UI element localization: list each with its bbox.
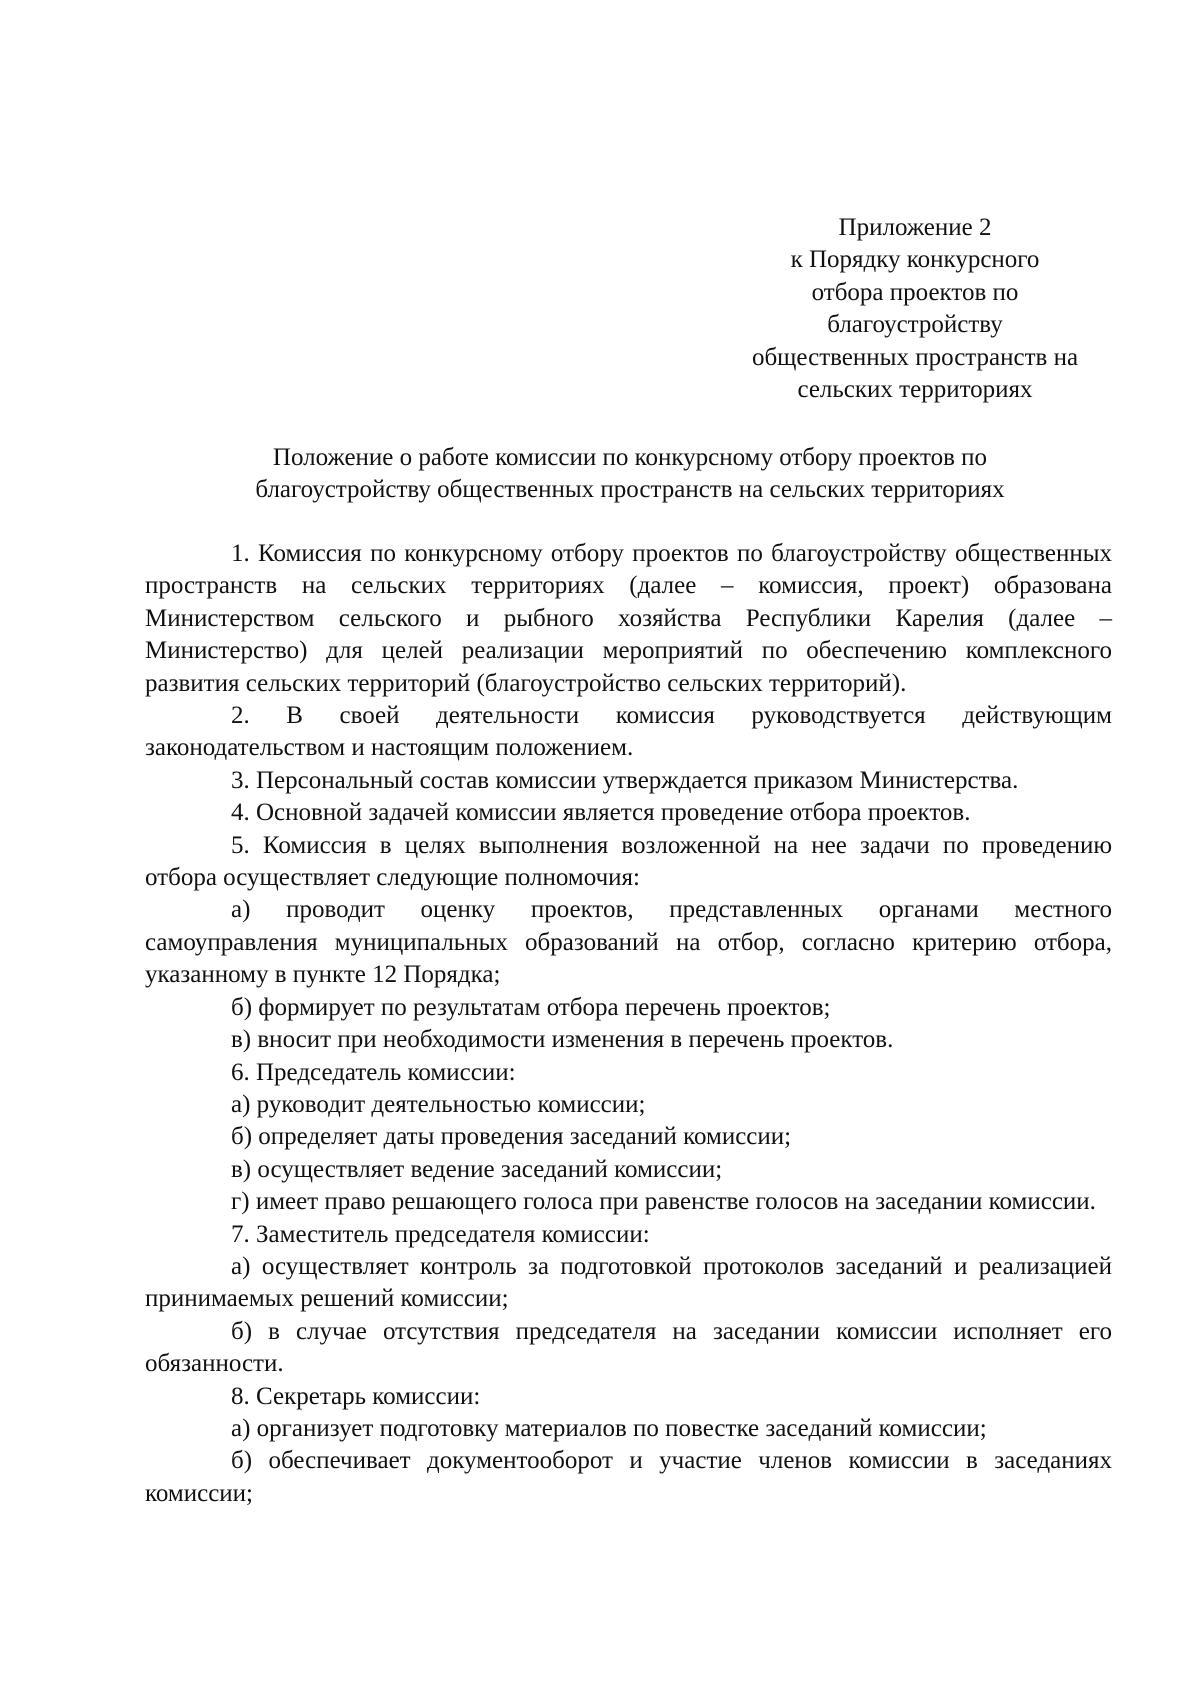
appendix-line: сельских территориях [797,376,1033,404]
paragraph: в) вносит при необходимости изменения в перечень проектов. [231,1026,894,1054]
paragraph: 1. Комиссия по конкурсному отбору проектов по благоустройству общественных пространств на сельских территориях (далее – комиссия, проект) образована Министерством сельского и рыбного хозяйства Республики Карелия (далее – Министерство) для целей реализации мероприятий по обеспечению комплексного развития сельских территорий (благоустройство сельских территорий). [145,540,1112,697]
paragraph: в) осуществляет ведение заседаний комиссии; [231,1155,723,1183]
paragraph: г) имеет право решающего голоса при равенстве голосов на заседании комиссии. [231,1188,1096,1216]
paragraph: а) организует подготовку материалов по повестке заседаний комиссии; [231,1414,987,1442]
paragraph: б) в случае отсутствия председателя на заседании комиссии исполняет его обязанности. [145,1317,1112,1378]
paragraph: а) руководит деятельностью комиссии; [231,1090,646,1118]
appendix-line: к Порядку конкурсного [790,246,1040,274]
paragraph: 2. В своей деятельности комиссия руководствуется действующим законодательством и настоящим положением. [145,702,1112,762]
appendix-line: благоустройству [827,311,1003,339]
appendix-line: отбора проектов по [811,278,1019,306]
title-line: Положение о работе комиссии по конкурсному отбору проектов по [272,444,988,471]
appendix-header [720,212,1110,406]
document-title [150,442,1110,507]
paragraph: 3. Персональный состав комиссии утверждается приказом Министерства. [231,766,1019,794]
appendix-line: общественных пространств на [751,343,1079,371]
paragraph: б) определяет даты проведения заседаний комиссии; [231,1123,792,1151]
paragraph: а) проводит оценку проектов, представленных органами местного самоуправления муниципальных образований на отбор, согласно критерию отбора, указанному в пункте 12 Порядка; [145,896,1112,989]
document-body [145,538,1112,1510]
paragraph: 4. Основной задачей комиссии является проведение отбора проектов. [231,799,971,827]
paragraph: 8. Секретарь комиссии: [231,1382,481,1410]
appendix-line: Приложение 2 [838,214,992,241]
paragraph: б) обеспечивает документооборот и участие членов комиссии в заседаниях комиссии; [145,1447,1112,1507]
paragraph: 5. Комиссия в целях выполнения возложенной на нее задачи по проведению отбора осуществляет следующие полномочия: [145,831,1112,892]
paragraph: б) формирует по результатам отбора перечень проектов; [231,993,831,1021]
title-line: благоустройству общественных пространств на сельских территориях [255,476,1005,504]
paragraph: 7. Заместитель председателя комиссии: [231,1220,650,1248]
paragraph: 6. Председатель комиссии: [231,1058,516,1086]
paragraph: а) осуществляет контроль за подготовкой протоколов заседаний и реализацией принимаемых решений комиссии; [145,1252,1112,1313]
